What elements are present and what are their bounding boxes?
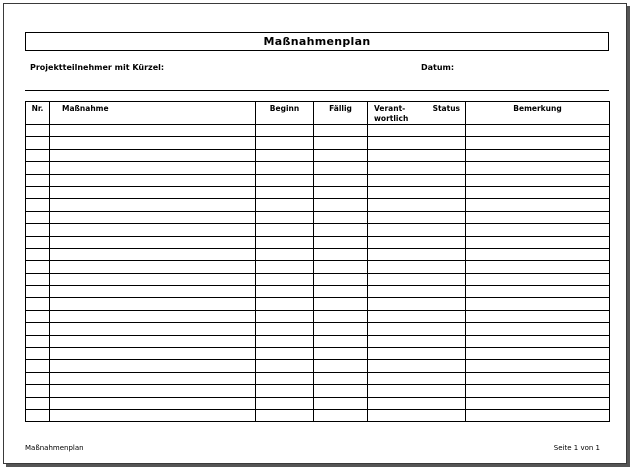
table-row bbox=[26, 162, 610, 174]
cell-responsible bbox=[368, 224, 466, 236]
header-nr: Nr. bbox=[26, 102, 50, 125]
cell-due bbox=[314, 174, 368, 186]
cell-due bbox=[314, 125, 368, 137]
cell-start bbox=[256, 409, 314, 421]
cell-remark bbox=[466, 211, 610, 223]
table-row bbox=[26, 199, 610, 211]
cell-start bbox=[256, 323, 314, 335]
cell-nr bbox=[26, 261, 50, 273]
table-row bbox=[26, 360, 610, 372]
cell-nr bbox=[26, 372, 50, 384]
table-row bbox=[26, 273, 610, 285]
cell-start bbox=[256, 273, 314, 285]
cell-responsible bbox=[368, 248, 466, 260]
table-row bbox=[26, 397, 610, 409]
cell-measure bbox=[50, 409, 256, 421]
cell-nr bbox=[26, 174, 50, 186]
cell-start bbox=[256, 372, 314, 384]
cell-due bbox=[314, 310, 368, 322]
cell-nr bbox=[26, 186, 50, 198]
cell-due bbox=[314, 286, 368, 298]
cell-start bbox=[256, 224, 314, 236]
header-responsible: Verant- wortlich bbox=[374, 104, 409, 123]
cell-due bbox=[314, 335, 368, 347]
header-start: Beginn bbox=[256, 102, 314, 125]
cell-measure bbox=[50, 286, 256, 298]
cell-start bbox=[256, 335, 314, 347]
cell-due bbox=[314, 298, 368, 310]
cell-due bbox=[314, 273, 368, 285]
cell-nr bbox=[26, 397, 50, 409]
cell-nr bbox=[26, 137, 50, 149]
cell-responsible bbox=[368, 137, 466, 149]
cell-due bbox=[314, 397, 368, 409]
cell-remark bbox=[466, 174, 610, 186]
measures-table bbox=[25, 101, 610, 422]
cell-start bbox=[256, 248, 314, 260]
cell-measure bbox=[50, 174, 256, 186]
table-row bbox=[26, 298, 610, 310]
cell-due bbox=[314, 385, 368, 397]
cell-due bbox=[314, 236, 368, 248]
cell-start bbox=[256, 149, 314, 161]
cell-responsible bbox=[368, 125, 466, 137]
table-row bbox=[26, 224, 610, 236]
cell-remark bbox=[466, 236, 610, 248]
cell-start bbox=[256, 298, 314, 310]
table-body bbox=[26, 125, 610, 422]
cell-nr bbox=[26, 323, 50, 335]
cell-measure bbox=[50, 248, 256, 260]
cell-responsible bbox=[368, 298, 466, 310]
table-row bbox=[26, 137, 610, 149]
cell-nr bbox=[26, 236, 50, 248]
cell-remark bbox=[466, 248, 610, 260]
cell-start bbox=[256, 236, 314, 248]
cell-responsible bbox=[368, 372, 466, 384]
table-row bbox=[26, 409, 610, 421]
cell-remark bbox=[466, 125, 610, 137]
cell-responsible bbox=[368, 162, 466, 174]
cell-nr bbox=[26, 348, 50, 360]
cell-measure bbox=[50, 397, 256, 409]
cell-remark bbox=[466, 360, 610, 372]
cell-start bbox=[256, 125, 314, 137]
cell-nr bbox=[26, 224, 50, 236]
cell-responsible bbox=[368, 397, 466, 409]
cell-measure bbox=[50, 137, 256, 149]
cell-remark bbox=[466, 137, 610, 149]
table-row bbox=[26, 211, 610, 223]
cell-responsible bbox=[368, 261, 466, 273]
cell-remark bbox=[466, 409, 610, 421]
cell-nr bbox=[26, 125, 50, 137]
table-row bbox=[26, 372, 610, 384]
cell-nr bbox=[26, 211, 50, 223]
cell-remark bbox=[466, 335, 610, 347]
cell-nr bbox=[26, 149, 50, 161]
document-page bbox=[3, 3, 627, 464]
cell-remark bbox=[466, 149, 610, 161]
cell-remark bbox=[466, 298, 610, 310]
cell-responsible bbox=[368, 174, 466, 186]
cell-measure bbox=[50, 335, 256, 347]
cell-start bbox=[256, 199, 314, 211]
table-header-row bbox=[26, 102, 610, 125]
cell-measure bbox=[50, 199, 256, 211]
cell-start bbox=[256, 211, 314, 223]
cell-start bbox=[256, 360, 314, 372]
table-row bbox=[26, 348, 610, 360]
table-row bbox=[26, 286, 610, 298]
cell-responsible bbox=[368, 273, 466, 285]
cell-nr bbox=[26, 162, 50, 174]
participants-label: Projektteilnehmer mit Kürzel: bbox=[30, 63, 165, 72]
cell-due bbox=[314, 261, 368, 273]
cell-remark bbox=[466, 385, 610, 397]
header-status: Status bbox=[432, 104, 460, 113]
cell-responsible bbox=[368, 323, 466, 335]
cell-remark bbox=[466, 323, 610, 335]
cell-responsible bbox=[368, 409, 466, 421]
cell-start bbox=[256, 186, 314, 198]
cell-measure bbox=[50, 385, 256, 397]
cell-responsible bbox=[368, 286, 466, 298]
cell-remark bbox=[466, 286, 610, 298]
cell-due bbox=[314, 211, 368, 223]
cell-measure bbox=[50, 236, 256, 248]
cell-measure bbox=[50, 298, 256, 310]
cell-remark bbox=[466, 310, 610, 322]
cell-nr bbox=[26, 273, 50, 285]
cell-start bbox=[256, 397, 314, 409]
cell-measure bbox=[50, 310, 256, 322]
cell-nr bbox=[26, 310, 50, 322]
table-row bbox=[26, 174, 610, 186]
table-row bbox=[26, 149, 610, 161]
table-row bbox=[26, 310, 610, 322]
cell-nr bbox=[26, 409, 50, 421]
cell-responsible bbox=[368, 186, 466, 198]
cell-nr bbox=[26, 335, 50, 347]
cell-remark bbox=[466, 224, 610, 236]
cell-measure bbox=[50, 149, 256, 161]
cell-due bbox=[314, 323, 368, 335]
header-due: Fällig bbox=[314, 102, 368, 125]
cell-due bbox=[314, 372, 368, 384]
cell-measure bbox=[50, 211, 256, 223]
cell-measure bbox=[50, 360, 256, 372]
cell-responsible bbox=[368, 310, 466, 322]
cell-responsible bbox=[368, 360, 466, 372]
cell-responsible bbox=[368, 236, 466, 248]
table-row bbox=[26, 261, 610, 273]
header-measure-label: Maßnahme bbox=[62, 104, 109, 113]
cell-nr bbox=[26, 360, 50, 372]
cell-responsible bbox=[368, 199, 466, 211]
cell-due bbox=[314, 162, 368, 174]
table-row bbox=[26, 248, 610, 260]
cell-measure bbox=[50, 323, 256, 335]
cell-responsible bbox=[368, 385, 466, 397]
divider-line bbox=[25, 90, 609, 91]
cell-measure bbox=[50, 261, 256, 273]
footer-page-number: Seite 1 von 1 bbox=[553, 444, 600, 452]
cell-remark bbox=[466, 186, 610, 198]
cell-start bbox=[256, 137, 314, 149]
cell-remark bbox=[466, 348, 610, 360]
header-responsible-status bbox=[368, 102, 466, 125]
cell-start bbox=[256, 286, 314, 298]
cell-measure bbox=[50, 162, 256, 174]
cell-measure bbox=[50, 125, 256, 137]
cell-measure bbox=[50, 224, 256, 236]
cell-start bbox=[256, 162, 314, 174]
cell-due bbox=[314, 224, 368, 236]
cell-nr bbox=[26, 286, 50, 298]
cell-remark bbox=[466, 397, 610, 409]
header-remark: Bemerkung bbox=[466, 102, 610, 125]
cell-start bbox=[256, 348, 314, 360]
cell-nr bbox=[26, 248, 50, 260]
footer-document-name: Maßnahmenplan bbox=[25, 444, 84, 452]
cell-measure bbox=[50, 186, 256, 198]
document-title: Maßnahmenplan bbox=[25, 32, 609, 51]
cell-measure bbox=[50, 348, 256, 360]
cell-due bbox=[314, 409, 368, 421]
cell-remark bbox=[466, 261, 610, 273]
cell-due bbox=[314, 360, 368, 372]
cell-due bbox=[314, 149, 368, 161]
cell-measure bbox=[50, 372, 256, 384]
date-label: Datum: bbox=[421, 63, 455, 72]
cell-due bbox=[314, 248, 368, 260]
cell-start bbox=[256, 385, 314, 397]
cell-responsible bbox=[368, 149, 466, 161]
cell-remark bbox=[466, 273, 610, 285]
cell-due bbox=[314, 186, 368, 198]
cell-due bbox=[314, 137, 368, 149]
table-row bbox=[26, 385, 610, 397]
cell-responsible bbox=[368, 211, 466, 223]
cell-start bbox=[256, 174, 314, 186]
cell-remark bbox=[466, 162, 610, 174]
header-measure bbox=[50, 102, 256, 125]
table-row bbox=[26, 125, 610, 137]
cell-remark bbox=[466, 372, 610, 384]
cell-measure bbox=[50, 273, 256, 285]
table-row bbox=[26, 236, 610, 248]
table-row bbox=[26, 335, 610, 347]
cell-start bbox=[256, 310, 314, 322]
cell-nr bbox=[26, 385, 50, 397]
cell-due bbox=[314, 348, 368, 360]
table-row bbox=[26, 186, 610, 198]
cell-responsible bbox=[368, 335, 466, 347]
cell-due bbox=[314, 199, 368, 211]
cell-responsible bbox=[368, 348, 466, 360]
cell-start bbox=[256, 261, 314, 273]
cell-remark bbox=[466, 199, 610, 211]
table-row bbox=[26, 323, 610, 335]
cell-nr bbox=[26, 199, 50, 211]
cell-nr bbox=[26, 298, 50, 310]
